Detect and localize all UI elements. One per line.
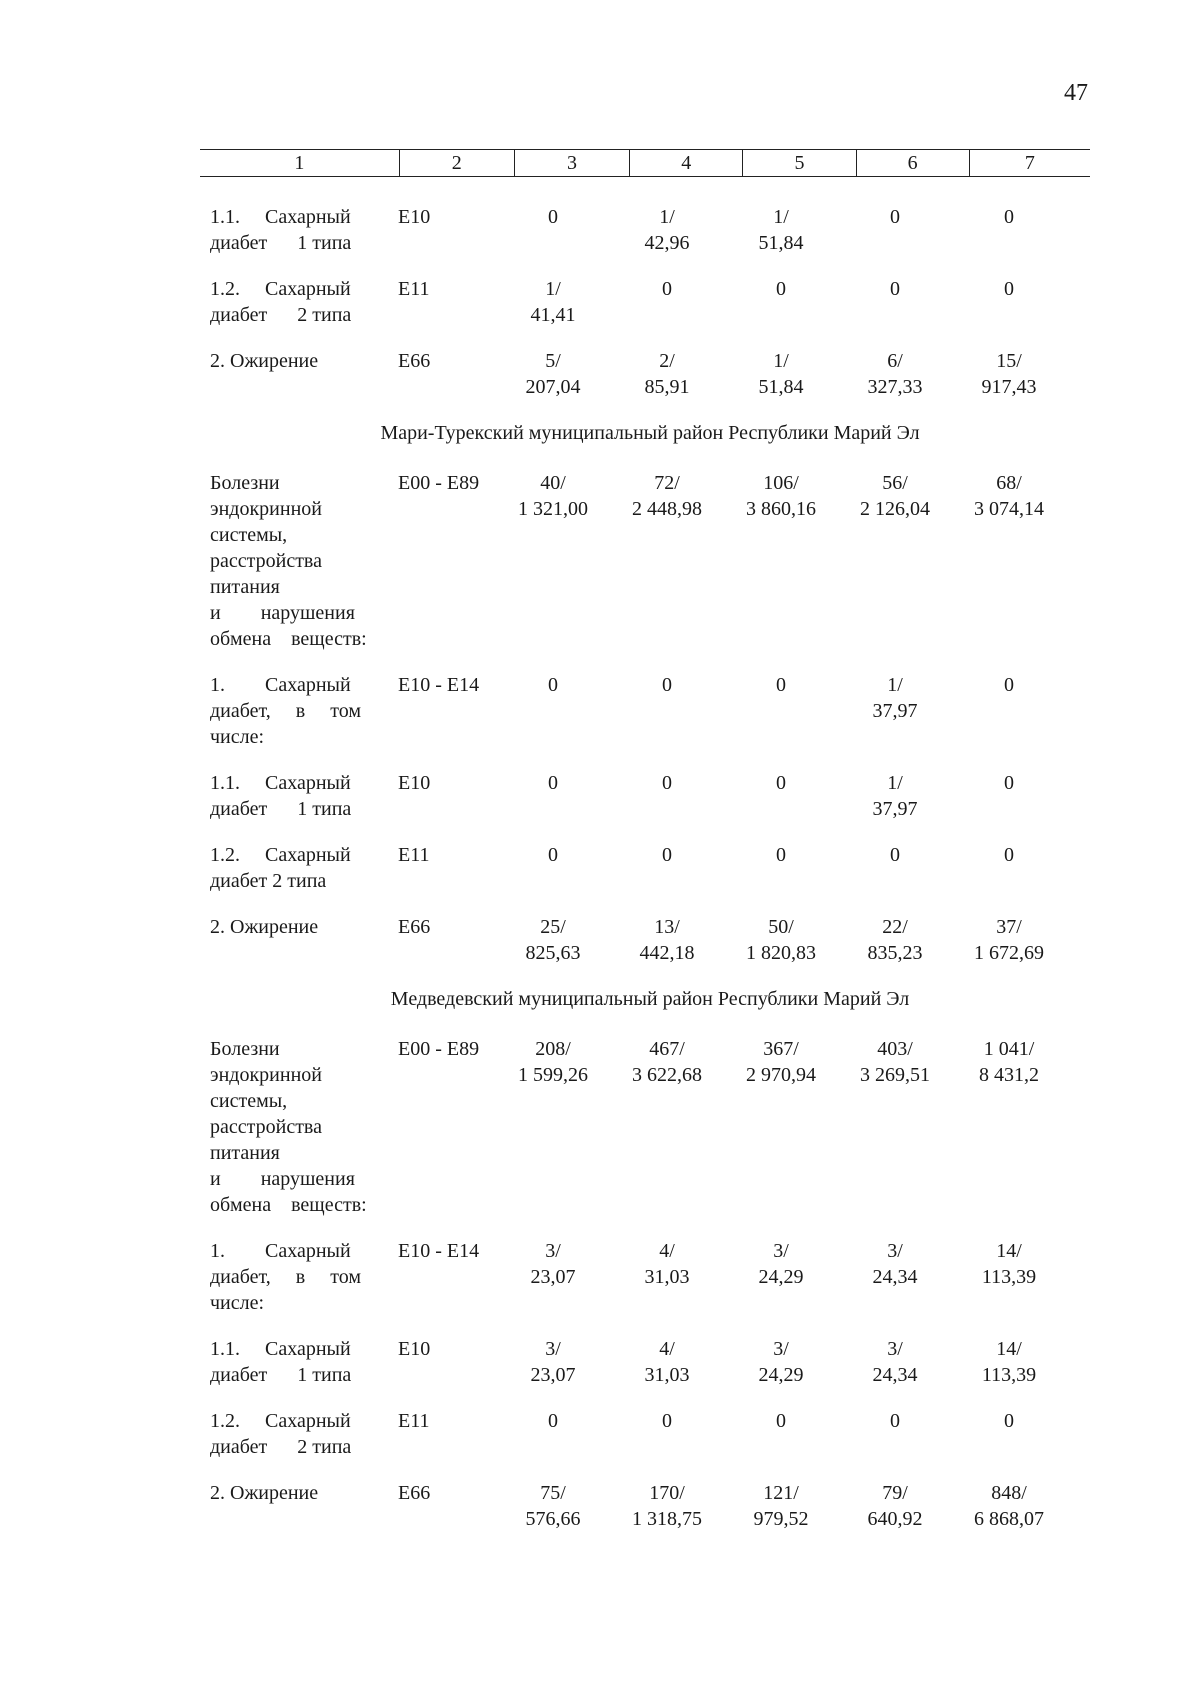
value-cell <box>724 672 838 698</box>
value-count: 25/ <box>540 916 566 938</box>
value-rate: 442,18 <box>639 942 695 964</box>
value-rate: 42,96 <box>644 232 690 254</box>
value-cell <box>496 672 610 698</box>
row-code: E66 <box>398 350 431 372</box>
row-code: E10 <box>398 772 431 794</box>
value-cell <box>724 348 838 400</box>
value-cell <box>724 1408 838 1434</box>
value-cell <box>610 1408 724 1434</box>
value-cell <box>838 1480 952 1532</box>
value-count: 79/ <box>882 1482 908 1504</box>
value-count: 0 <box>662 278 672 300</box>
value-cell <box>838 770 952 822</box>
value-cell <box>952 204 1066 230</box>
value-rate: 1 820,83 <box>746 942 816 964</box>
value-count: 4/ <box>659 1240 675 1262</box>
value-rate: 1 599,26 <box>518 1064 588 1086</box>
header-col-1: 1 <box>294 152 305 174</box>
page-number: 47 <box>1064 80 1088 106</box>
row-code: E10 - E14 <box>398 1240 480 1262</box>
row-name-line: питания <box>210 576 280 598</box>
section-title: Мари-Турекский муниципальный район Республики Марий Эл <box>380 422 920 444</box>
value-cell <box>610 204 724 256</box>
header-col-2: 2 <box>399 150 514 176</box>
row-name-line: эндокринной <box>210 1064 322 1086</box>
row-name-line: Болезни <box>210 472 280 494</box>
value-count: 4/ <box>659 1338 675 1360</box>
value-cell <box>724 204 838 256</box>
row-name <box>210 348 392 374</box>
value-cell <box>952 1408 1066 1434</box>
value-rate: 31,03 <box>644 1266 690 1288</box>
value-cell <box>724 842 838 868</box>
value-cell <box>610 1238 724 1290</box>
row-name-line: 1.2. Сахарный <box>210 1410 351 1432</box>
value-cell <box>724 1238 838 1290</box>
row-name-line: и нарушения <box>210 1168 355 1190</box>
value-cell <box>610 672 724 698</box>
value-count: 106/ <box>763 472 799 494</box>
value-rate: 24,34 <box>872 1266 918 1288</box>
value-count: 37/ <box>996 916 1022 938</box>
value-count: 14/ <box>996 1338 1022 1360</box>
row-name-line: эндокринной <box>210 498 322 520</box>
row-name-line: 1.1. Сахарный <box>210 206 351 228</box>
value-count: 0 <box>1004 206 1014 228</box>
table-row <box>210 842 1090 894</box>
value-cell <box>496 276 610 328</box>
row-name-line: 2. Ожирение <box>210 350 319 372</box>
value-count: 22/ <box>882 916 908 938</box>
value-count: 0 <box>1004 674 1014 696</box>
table-row <box>210 770 1090 822</box>
value-count: 0 <box>1004 844 1014 866</box>
value-count: 0 <box>1004 1410 1014 1432</box>
table-row <box>210 914 1090 966</box>
header-col-5: 5 <box>742 150 855 176</box>
value-rate: 85,91 <box>644 376 690 398</box>
value-cell <box>952 1036 1066 1088</box>
value-count: 467/ <box>649 1038 685 1060</box>
value-cell <box>838 470 952 522</box>
value-rate: 917,43 <box>981 376 1037 398</box>
value-cell <box>838 276 952 302</box>
value-count: 1 041/ <box>983 1038 1035 1060</box>
table-row <box>210 348 1090 400</box>
row-name-line: 1.2. Сахарный <box>210 844 351 866</box>
value-cell <box>610 276 724 302</box>
value-rate: 835,23 <box>867 942 923 964</box>
table-column-header <box>200 149 1090 177</box>
value-count: 0 <box>1004 278 1014 300</box>
table-row <box>210 204 1090 256</box>
value-rate: 1 318,75 <box>632 1508 702 1530</box>
value-cell <box>496 914 610 966</box>
value-count: 0 <box>776 772 786 794</box>
value-count: 3/ <box>545 1338 561 1360</box>
value-cell <box>610 770 724 796</box>
row-name <box>210 1408 392 1460</box>
value-count: 0 <box>776 278 786 300</box>
value-count: 0 <box>890 278 900 300</box>
value-cell <box>496 1336 610 1388</box>
value-count: 121/ <box>763 1482 799 1504</box>
value-cell <box>724 1336 838 1388</box>
value-cell <box>496 842 610 868</box>
value-count: 0 <box>1004 772 1014 794</box>
value-count: 72/ <box>654 472 680 494</box>
row-name-line: диабет, в том <box>210 700 361 722</box>
row-code: E11 <box>398 844 430 866</box>
value-cell <box>952 470 1066 522</box>
value-rate: 113,39 <box>981 1364 1037 1386</box>
value-count: 3/ <box>887 1240 903 1262</box>
row-name-line: Болезни <box>210 1038 280 1060</box>
value-count: 0 <box>776 844 786 866</box>
value-rate: 3 269,51 <box>860 1064 930 1086</box>
value-rate: 24,34 <box>872 1364 918 1386</box>
row-name-line: 1.1. Сахарный <box>210 1338 351 1360</box>
row-name-line: 2. Ожирение <box>210 916 319 938</box>
value-rate: 24,29 <box>758 1364 804 1386</box>
row-name <box>210 842 392 894</box>
value-rate: 31,03 <box>644 1364 690 1386</box>
value-count: 2/ <box>659 350 675 372</box>
value-cell <box>838 842 952 868</box>
value-rate: 979,52 <box>753 1508 809 1530</box>
value-rate: 327,33 <box>867 376 923 398</box>
value-count: 0 <box>890 844 900 866</box>
table-row <box>210 1408 1090 1460</box>
value-count: 0 <box>890 206 900 228</box>
row-name-line: 1. Сахарный <box>210 674 351 696</box>
value-cell <box>952 842 1066 868</box>
section-title: Медведевский муниципальный район Республики Марий Эл <box>390 988 910 1010</box>
value-count: 1/ <box>545 278 561 300</box>
table-row <box>210 276 1090 328</box>
value-cell <box>724 914 838 966</box>
value-count: 0 <box>776 674 786 696</box>
value-count: 403/ <box>877 1038 913 1060</box>
value-count: 0 <box>548 1410 558 1432</box>
row-name-line: расстройства <box>210 550 322 572</box>
value-rate: 207,04 <box>525 376 581 398</box>
header-col-6: 6 <box>856 150 969 176</box>
row-name <box>210 672 392 750</box>
table-row <box>210 1336 1090 1388</box>
value-cell <box>610 470 724 522</box>
row-name-line: обмена веществ: <box>210 1194 367 1216</box>
value-rate: 825,63 <box>525 942 581 964</box>
header-col-3: 3 <box>514 150 629 176</box>
value-cell <box>496 1480 610 1532</box>
value-count: 6/ <box>887 350 903 372</box>
value-count: 75/ <box>540 1482 566 1504</box>
row-name <box>210 1036 392 1218</box>
value-cell <box>838 1036 952 1088</box>
value-count: 3/ <box>773 1240 789 1262</box>
row-name-line: 1.2. Сахарный <box>210 278 351 300</box>
row-code: E11 <box>398 278 430 300</box>
row-code: E00 - E89 <box>398 1038 480 1060</box>
value-count: 0 <box>548 844 558 866</box>
value-count: 848/ <box>991 1482 1027 1504</box>
row-name-line: диабет 2 типа <box>210 870 327 892</box>
value-count: 5/ <box>545 350 561 372</box>
row-name <box>210 470 392 652</box>
value-count: 1/ <box>659 206 675 228</box>
row-code: E11 <box>398 1410 430 1432</box>
table-row <box>210 672 1090 750</box>
row-name <box>210 914 392 940</box>
value-cell <box>610 1036 724 1088</box>
value-count: 0 <box>662 1410 672 1432</box>
value-cell <box>610 348 724 400</box>
row-name <box>210 276 392 328</box>
value-rate: 23,07 <box>530 1266 576 1288</box>
value-rate: 2 448,98 <box>632 498 702 520</box>
row-code: E10 <box>398 1338 431 1360</box>
value-count: 15/ <box>996 350 1022 372</box>
row-code: E66 <box>398 916 431 938</box>
value-rate: 113,39 <box>981 1266 1037 1288</box>
value-count: 40/ <box>540 472 566 494</box>
value-count: 170/ <box>649 1482 685 1504</box>
value-count: 1/ <box>773 350 789 372</box>
value-rate: 3 622,68 <box>632 1064 702 1086</box>
value-count: 14/ <box>996 1240 1022 1262</box>
value-count: 0 <box>662 772 672 794</box>
value-count: 68/ <box>996 472 1022 494</box>
value-count: 1/ <box>887 772 903 794</box>
value-cell <box>952 672 1066 698</box>
value-cell <box>610 914 724 966</box>
value-count: 0 <box>548 772 558 794</box>
value-cell <box>838 1238 952 1290</box>
value-cell <box>838 914 952 966</box>
value-rate: 23,07 <box>530 1364 576 1386</box>
table-row <box>210 1238 1090 1316</box>
row-name <box>210 1480 392 1506</box>
value-rate: 6 868,07 <box>974 1508 1044 1530</box>
value-cell <box>496 770 610 796</box>
value-cell <box>496 204 610 230</box>
value-rate: 41,41 <box>530 304 576 326</box>
row-name-line: питания <box>210 1142 280 1164</box>
value-cell <box>838 1408 952 1434</box>
value-cell <box>610 1480 724 1532</box>
table-row <box>210 1036 1090 1218</box>
value-cell <box>496 1238 610 1290</box>
value-rate: 576,66 <box>525 1508 581 1530</box>
value-rate: 3 860,16 <box>746 498 816 520</box>
value-count: 3/ <box>773 1338 789 1360</box>
value-count: 3/ <box>545 1240 561 1262</box>
row-name-line: диабет 2 типа <box>210 304 352 326</box>
row-name-line: системы, <box>210 524 288 546</box>
row-name-line: числе: <box>210 1292 265 1314</box>
value-cell <box>610 842 724 868</box>
row-name <box>210 204 392 256</box>
value-cell <box>952 276 1066 302</box>
value-rate: 37,97 <box>872 700 918 722</box>
value-rate: 37,97 <box>872 798 918 820</box>
value-rate: 51,84 <box>758 376 804 398</box>
value-cell <box>724 470 838 522</box>
value-cell <box>952 914 1066 966</box>
value-rate: 640,92 <box>867 1508 923 1530</box>
row-code: E10 - E14 <box>398 674 480 696</box>
value-count: 367/ <box>763 1038 799 1060</box>
value-rate: 3 074,14 <box>974 498 1044 520</box>
value-count: 0 <box>548 674 558 696</box>
value-count: 0 <box>890 1410 900 1432</box>
value-rate: 2 126,04 <box>860 498 930 520</box>
value-cell <box>496 348 610 400</box>
row-name-line: диабет 2 типа <box>210 1436 352 1458</box>
row-name-line: диабет 1 типа <box>210 798 352 820</box>
row-name-line: расстройства <box>210 1116 322 1138</box>
value-rate: 8 431,2 <box>979 1064 1039 1086</box>
value-count: 0 <box>548 206 558 228</box>
value-count: 208/ <box>535 1038 571 1060</box>
row-name-line: 1.1. Сахарный <box>210 772 351 794</box>
row-code: E10 <box>398 206 431 228</box>
value-count: 50/ <box>768 916 794 938</box>
header-col-7: 7 <box>969 150 1090 176</box>
value-count: 3/ <box>887 1338 903 1360</box>
value-cell <box>496 1036 610 1088</box>
value-cell <box>724 1480 838 1532</box>
value-cell <box>724 1036 838 1088</box>
value-count: 56/ <box>882 472 908 494</box>
value-cell <box>724 770 838 796</box>
value-cell <box>952 1238 1066 1290</box>
row-name-line: и нарушения <box>210 602 355 624</box>
table-row <box>210 1480 1090 1532</box>
value-count: 1/ <box>773 206 789 228</box>
row-name <box>210 770 392 822</box>
value-cell <box>724 276 838 302</box>
row-name-line: числе: <box>210 726 265 748</box>
value-cell <box>952 1480 1066 1532</box>
value-rate: 24,29 <box>758 1266 804 1288</box>
row-name-line: системы, <box>210 1090 288 1112</box>
header-col-4: 4 <box>629 150 742 176</box>
value-rate: 1 321,00 <box>518 498 588 520</box>
value-count: 0 <box>776 1410 786 1432</box>
value-count: 1/ <box>887 674 903 696</box>
row-name-line: диабет, в том <box>210 1266 361 1288</box>
value-cell <box>838 672 952 724</box>
table-row <box>210 470 1090 652</box>
row-name-line: диабет 1 типа <box>210 1364 352 1386</box>
value-cell <box>838 348 952 400</box>
row-code: E66 <box>398 1482 431 1504</box>
value-rate: 2 970,94 <box>746 1064 816 1086</box>
value-cell <box>952 348 1066 400</box>
value-cell <box>496 470 610 522</box>
row-code: E00 - E89 <box>398 472 480 494</box>
value-rate: 51,84 <box>758 232 804 254</box>
row-name-line: обмена веществ: <box>210 628 367 650</box>
value-cell <box>838 1336 952 1388</box>
value-cell <box>952 1336 1066 1388</box>
value-rate: 1 672,69 <box>974 942 1044 964</box>
row-name-line: 2. Ожирение <box>210 1482 319 1504</box>
row-name-line: диабет 1 типа <box>210 232 352 254</box>
value-count: 13/ <box>654 916 680 938</box>
value-count: 0 <box>662 844 672 866</box>
value-cell <box>838 204 952 230</box>
row-name <box>210 1238 392 1316</box>
table-body <box>210 204 1090 1552</box>
row-name <box>210 1336 392 1388</box>
value-cell <box>496 1408 610 1434</box>
row-name-line: 1. Сахарный <box>210 1240 351 1262</box>
value-count: 0 <box>662 674 672 696</box>
value-cell <box>952 770 1066 796</box>
value-cell <box>610 1336 724 1388</box>
